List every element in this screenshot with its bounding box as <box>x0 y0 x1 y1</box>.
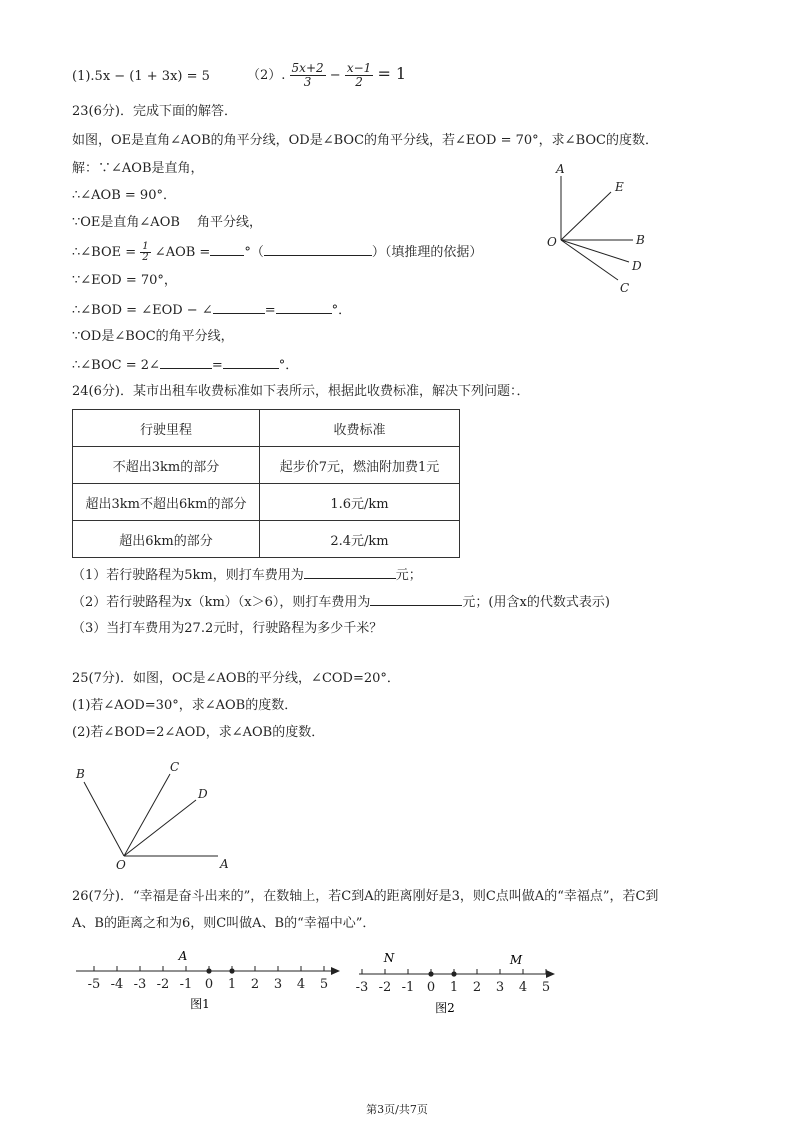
number-line-fig1 <box>70 944 350 1014</box>
tick-label: 1 <box>449 980 459 995</box>
arrow-icon <box>331 967 340 975</box>
q23-line8 <box>72 355 298 375</box>
point-n-label: N <box>383 951 395 965</box>
table-row <box>73 484 460 521</box>
answer-blank[interactable] <box>223 355 279 369</box>
q23-half-num: 1 <box>142 241 149 252</box>
taxi-fee-table <box>72 409 460 558</box>
label-d: D <box>198 787 208 801</box>
tick-label: 3 <box>273 977 283 992</box>
label-c: C <box>620 281 630 295</box>
q24-sub1-a: （1）若行驶路程为5km，则打车费用为 <box>72 568 304 583</box>
tick-label: -3 <box>355 980 369 995</box>
q23-line6 <box>72 300 351 320</box>
tick-label: 2 <box>472 980 482 995</box>
q22-frac1-num: 5x+2 <box>291 61 324 75</box>
q24-sub3: （3）当打车费用为27.2元时，行驶路程为多少千米？ <box>72 621 383 636</box>
ray-ob <box>84 782 124 856</box>
tick-label: -3 <box>133 977 147 992</box>
figure2-caption: 图2 <box>435 1001 455 1015</box>
label-e: E <box>615 180 624 194</box>
q23-line8-a: ∴∠BOC = 2∠ <box>72 358 160 373</box>
q22-frac1-den: 3 <box>303 75 312 89</box>
table-cell: 2.4元/km <box>260 521 460 558</box>
q23-half <box>140 242 150 263</box>
q22-frac1 <box>290 62 326 89</box>
q26-line1: 26(7分)．“幸福是奋斗出来的”，在数轴上，若C到A的距离刚好是3，则C点叫做A的“幸福点”，若C到 <box>72 889 659 904</box>
q22-frac2-den: 2 <box>355 75 363 89</box>
tick-label: 0 <box>426 980 436 995</box>
page-footer: 第3页/共7页 <box>366 1103 428 1116</box>
answer-blank[interactable] <box>370 592 462 606</box>
point-dot <box>206 968 211 973</box>
q23-line6-c: °． <box>331 303 352 318</box>
table-cell: 超出3km不超出6km的部分 <box>73 484 260 521</box>
q22-eq2-label: （2）. <box>247 68 286 83</box>
q23-line6-b: = <box>264 303 276 318</box>
q23-angle-figure <box>540 158 660 298</box>
q22-frac2-num: x−1 <box>346 61 372 75</box>
q23-line8-b: = <box>211 358 223 373</box>
q26-line2: A、B的距离之和为6，则C叫做A、B的“幸福中心”． <box>72 916 376 931</box>
label-a: A <box>556 162 565 176</box>
ray-oc <box>561 240 618 280</box>
label-b: B <box>636 233 645 247</box>
tick-label: 5 <box>319 977 329 992</box>
q24-sub1 <box>72 565 422 585</box>
arrow-icon <box>546 970 555 978</box>
ray-oc <box>124 774 170 856</box>
ray-od <box>561 240 629 262</box>
answer-blank[interactable] <box>213 300 265 314</box>
q23-line8-c: °． <box>278 358 299 373</box>
table-cell: 起步价7元，燃油附加费1元 <box>260 447 460 484</box>
q25-sub2: (2)若∠BOD=2∠AOD，求∠AOB的度数． <box>72 725 325 740</box>
label-c: C <box>170 760 180 774</box>
q22-eq2 <box>247 62 406 89</box>
point-dot <box>428 971 433 976</box>
answer-blank[interactable] <box>264 242 372 256</box>
q24-sub2-b: 元；(用含x的代数式表示) <box>462 595 610 610</box>
table-cell: 1.6元/km <box>260 484 460 521</box>
number-line-fig2 <box>355 944 565 1018</box>
q23-line6-a: ∴∠BOD = ∠EOD − ∠ <box>72 303 213 318</box>
label-o: O <box>547 235 557 249</box>
q22-minus: − <box>329 68 341 83</box>
label-d: D <box>632 259 642 273</box>
q23-stem: 如图，OE是直角∠AOB的角平分线，OD是∠BOC的角平分线，若∠EOD = 70°，求∠BOC的度数． <box>72 133 658 148</box>
tick-label: 2 <box>250 977 260 992</box>
q23-line2: ∴∠AOB = 90°． <box>72 188 176 203</box>
q23-line5: ∵∠EOD = 70°， <box>72 273 177 288</box>
q22-frac2 <box>345 62 373 89</box>
figure1-caption: 图1 <box>190 997 210 1011</box>
label-a: A <box>220 857 229 871</box>
q24-sub2-a: （2）若行驶路程为x（km）（x＞6），则打车费用为 <box>72 595 371 610</box>
tick-label: -1 <box>401 980 415 995</box>
tick-label: 4 <box>518 980 528 995</box>
point-m-label: M <box>509 953 523 967</box>
tick-label: 5 <box>541 980 551 995</box>
point-dot <box>451 971 456 976</box>
q23-line4 <box>72 242 482 263</box>
tick-label: -2 <box>156 977 170 992</box>
q23-header: 23(6分)．完成下面的解答． <box>72 104 237 119</box>
answer-blank[interactable] <box>276 300 332 314</box>
q24-sub2 <box>72 592 610 612</box>
table-row <box>73 521 460 558</box>
tick-label: -4 <box>110 977 124 992</box>
label-o: O <box>116 858 126 872</box>
ray-od <box>124 800 196 856</box>
q23-line4-d: ）（填推理的依据） <box>371 245 483 260</box>
tick-label: -5 <box>87 977 101 992</box>
answer-blank[interactable] <box>160 355 212 369</box>
q25-angle-figure <box>72 756 242 874</box>
q23-line1: 解：∵∠AOB是直角， <box>72 161 204 176</box>
point-a-label: A <box>178 949 188 963</box>
q23-line4-b: ∠AOB = <box>154 245 211 260</box>
q24-header: 24(6分)．某市出租车收费标准如下表所示，根据此收费标准，解决下列问题：． <box>72 384 530 399</box>
table-cell: 不超出3km的部分 <box>73 447 260 484</box>
table-cell: 行驶里程 <box>73 410 260 447</box>
tick-label: 3 <box>495 980 505 995</box>
answer-blank[interactable] <box>210 242 244 256</box>
q22-eq-one: = 1 <box>377 64 407 83</box>
q25-header: 25(7分)．如图，OC是∠AOB的平分线，∠COD=20°． <box>72 671 400 686</box>
q23-line4-a: ∴∠BOE = <box>72 245 137 260</box>
point-dot <box>229 968 234 973</box>
q23-line3: ∵OE是直角∠AOB 角平分线， <box>72 215 263 230</box>
table-row <box>73 410 460 447</box>
q23-line7: ∵OD是∠BOC的角平分线， <box>72 329 234 344</box>
q25-sub1: (1)若∠AOD=30°，求∠AOB的度数． <box>72 698 298 713</box>
tick-label: -2 <box>378 980 392 995</box>
tick-label: 1 <box>227 977 237 992</box>
q24-sub1-b: 元； <box>395 568 422 583</box>
table-cell: 收费标准 <box>260 410 460 447</box>
q23-half-den: 2 <box>142 252 149 263</box>
tick-label: 4 <box>296 977 306 992</box>
q22-eq1: (1).5x − (1 + 3x) = 5 <box>72 69 210 84</box>
tick-label: -1 <box>179 977 193 992</box>
answer-blank[interactable] <box>304 565 396 579</box>
q23-line4-c: °（ <box>244 245 264 260</box>
ray-oe <box>561 192 611 240</box>
label-b: B <box>76 767 85 781</box>
table-row <box>73 447 460 484</box>
tick-label: 0 <box>204 977 214 992</box>
table-cell: 超出6km的部分 <box>73 521 260 558</box>
